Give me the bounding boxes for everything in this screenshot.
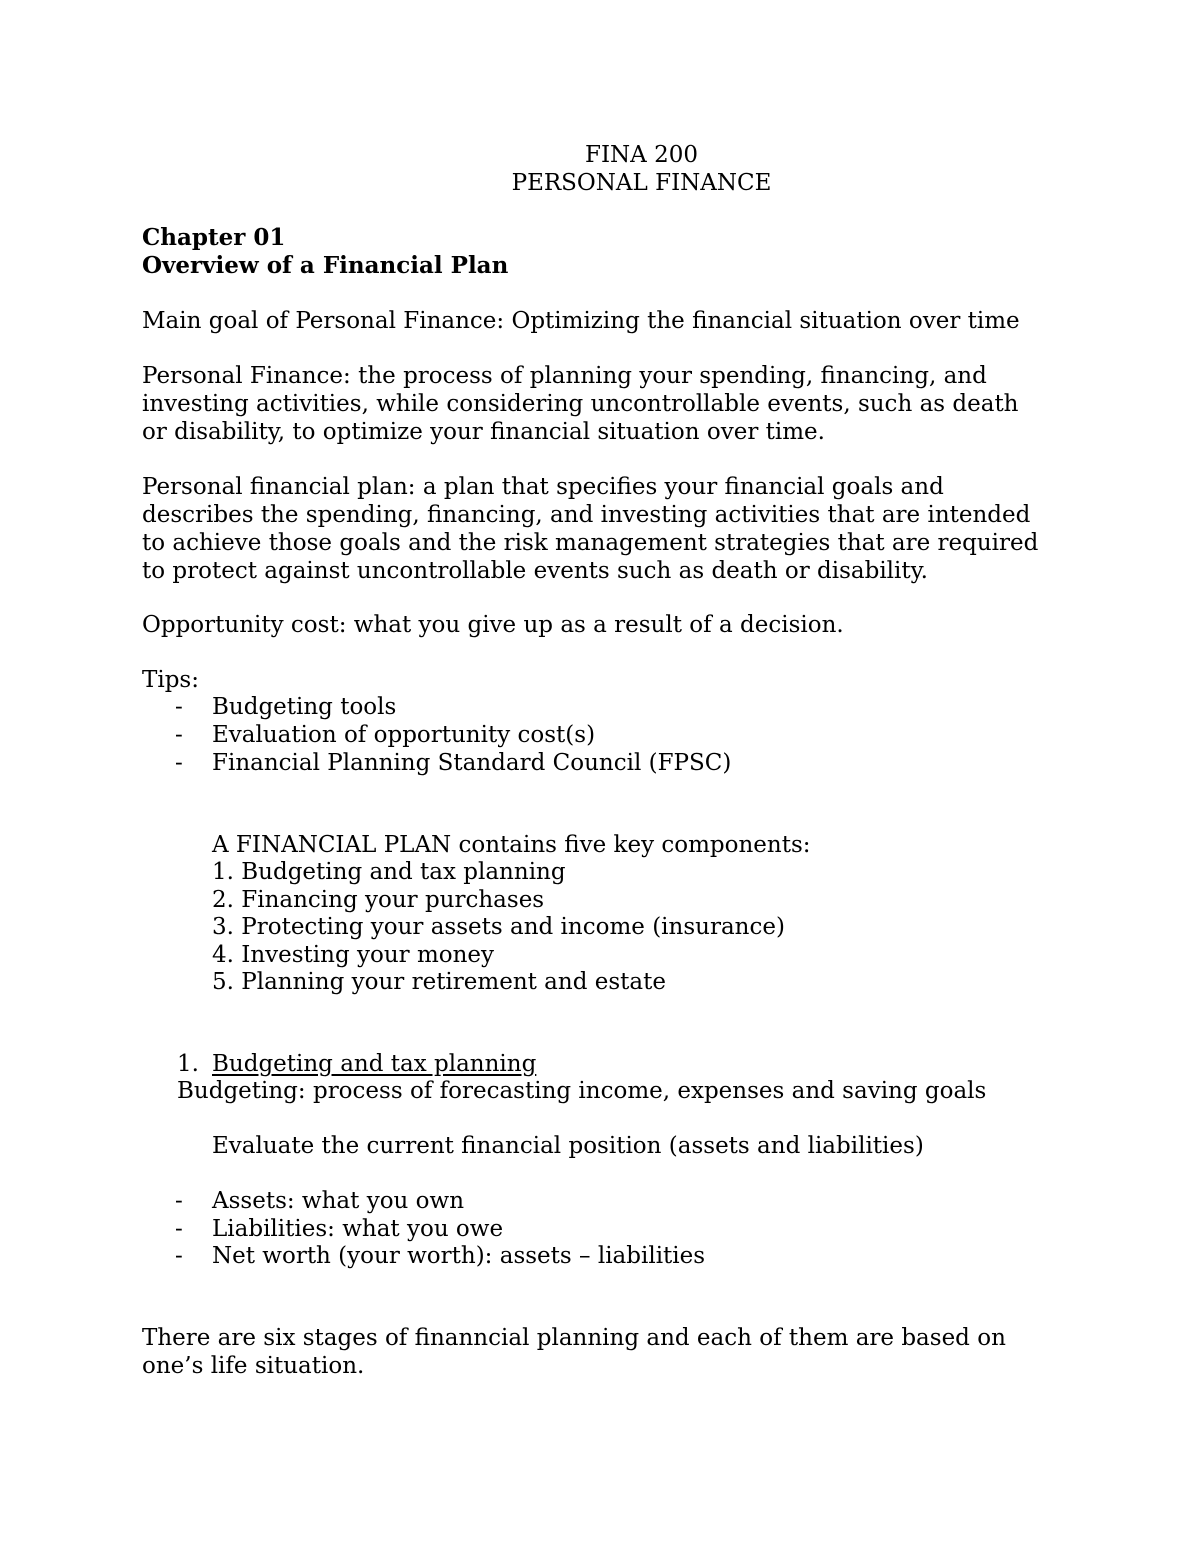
personal-finance-line-2: investing activities, while considering uncontrollable events, such as death: [142, 391, 1019, 417]
course-title: PERSONAL FINANCE: [511, 170, 772, 196]
list-bullet: -: [175, 1188, 183, 1214]
chapter-number: Chapter 01: [142, 224, 286, 251]
list-bullet: -: [175, 1243, 183, 1269]
closing-line-2: one’s life situation.: [142, 1353, 365, 1379]
financial-plan-line-4: to protect against uncontrollable events such as death or disability.: [142, 558, 928, 584]
balance-item: Assets: what you own: [212, 1188, 465, 1214]
chapter-title: Overview of a Financial Plan: [142, 252, 509, 279]
tip-item: Budgeting tools: [212, 694, 397, 720]
main-goal-text: Main goal of Personal Finance: Optimizing the financial situation over time: [142, 308, 1020, 334]
section-number: 1.: [177, 1051, 199, 1077]
balance-item: Liabilities: what you owe: [212, 1216, 504, 1242]
tip-item: Financial Planning Standard Council (FPSC): [212, 750, 732, 776]
financial-plan-line-1: Personal financial plan: a plan that specifies your financial goals and: [142, 474, 944, 500]
course-code: FINA 200: [585, 142, 698, 168]
closing-line-1: There are six stages of finanncial planning and each of them are based on: [142, 1325, 1006, 1351]
component-item: 4. Investing your money: [212, 942, 495, 968]
personal-finance-line-1: Personal Finance: the process of planning your spending, financing, and: [142, 363, 987, 389]
personal-finance-line-3: or disability, to optimize your financial situation over time.: [142, 419, 825, 445]
opportunity-cost-text: Opportunity cost: what you give up as a result of a decision.: [142, 612, 844, 638]
section-heading: Budgeting and tax planning: [212, 1051, 537, 1077]
component-item: 2. Financing your purchases: [212, 887, 545, 913]
tip-item: Evaluation of opportunity cost(s): [212, 722, 596, 748]
budgeting-definition: Budgeting: process of forecasting income, expenses and saving goals: [177, 1078, 987, 1104]
list-bullet: -: [175, 694, 183, 720]
tips-heading: Tips:: [142, 667, 199, 693]
component-item: 3. Protecting your assets and income (insurance): [212, 914, 785, 940]
list-bullet: -: [175, 750, 183, 776]
list-bullet: -: [175, 722, 183, 748]
financial-plan-line-3: to achieve those goals and the risk management strategies that are required: [142, 530, 1039, 556]
list-bullet: -: [175, 1216, 183, 1242]
component-item: 1. Budgeting and tax planning: [212, 859, 566, 885]
components-intro: A FINANCIAL PLAN contains five key components:: [212, 832, 811, 858]
evaluate-text: Evaluate the current financial position (assets and liabilities): [212, 1133, 924, 1159]
component-item: 5. Planning your retirement and estate: [212, 969, 666, 995]
financial-plan-line-2: describes the spending, financing, and investing activities that are intended: [142, 502, 1031, 528]
balance-item: Net worth (your worth): assets – liabilities: [212, 1243, 706, 1269]
